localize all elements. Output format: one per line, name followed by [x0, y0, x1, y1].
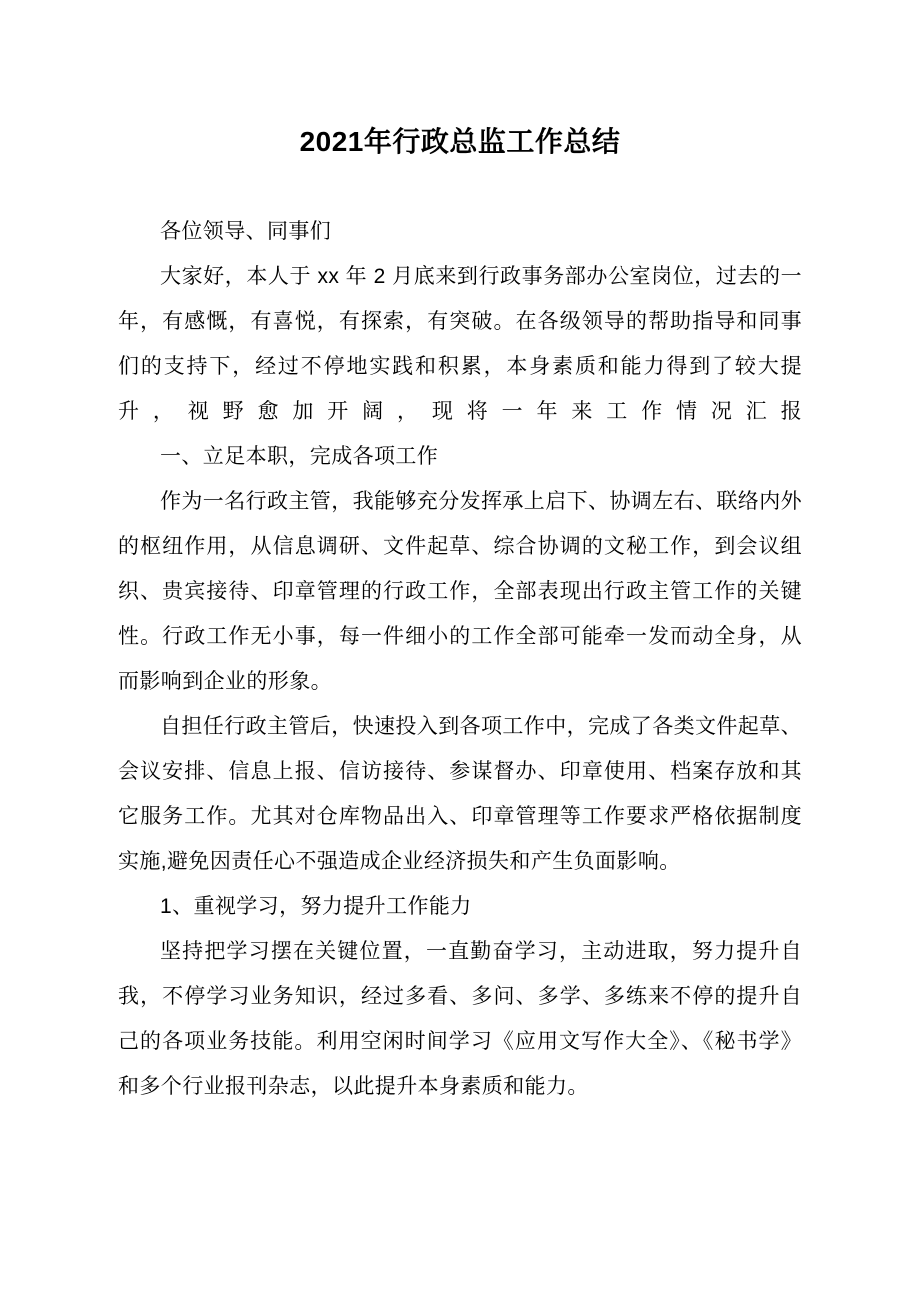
paragraph-work-items: 自担任行政主管后，快速投入到各项工作中，完成了各类文件起草、会议安排、信息上报、信访接待、参谋督办、印章使用、档案存放和其它服务工作。尤其对仓库物品出入、印章管理等工作要求严格依据制度实施,避免因责任心不强造成企业经济损失和产生负面影响。 [118, 715, 802, 874]
paragraph-heading-item-1: 1、重视学习，努力提升工作能力 [160, 895, 472, 919]
paragraph-intro: 大家好，本人于 xx 年 2 月底来到行政事务部办公室岗位，过去的一年，有感慨，有喜悦，有探索，有突破。在各级领导的帮助指导和同事们的支持下，经过不停地实践和积累，本身素质和能力得到了较大提升，视野愈加开阔，现将一年来工作情况汇报 [118, 265, 802, 424]
paragraph-learning: 坚持把学习摆在关键位置，一直勤奋学习，主动进取，努力提升自我，不停学习业务知识，经过多看、多问、多学、多练来不停的提升自己的各项业务技能。利用空闲时间学习《应用文写作大全》、《秘书学》和多个行业报刊杂志，以此提升本身素质和能力。 [118, 940, 802, 1099]
paragraph-heading-one: 一、立足本职，完成各项工作 [160, 445, 439, 469]
paragraph-greeting: 各位领导、同事们 [160, 220, 332, 244]
page-title: 2021年行政总监工作总结 [299, 126, 621, 157]
document-body [0, 209, 920, 1109]
paragraph-role-duties: 作为一名行政主管，我能够充分发挥承上启下、协调左右、联络内外的枢纽作用，从信息调研、文件起草、综合协调的文秘工作，到会议组织、贵宾接待、印章管理的行政工作，全部表现出行政主管工作的关键性。行政工作无小事，每一件细小的工作全部可能牵一发而动全身，从而影响到企业的形象。 [118, 490, 802, 694]
